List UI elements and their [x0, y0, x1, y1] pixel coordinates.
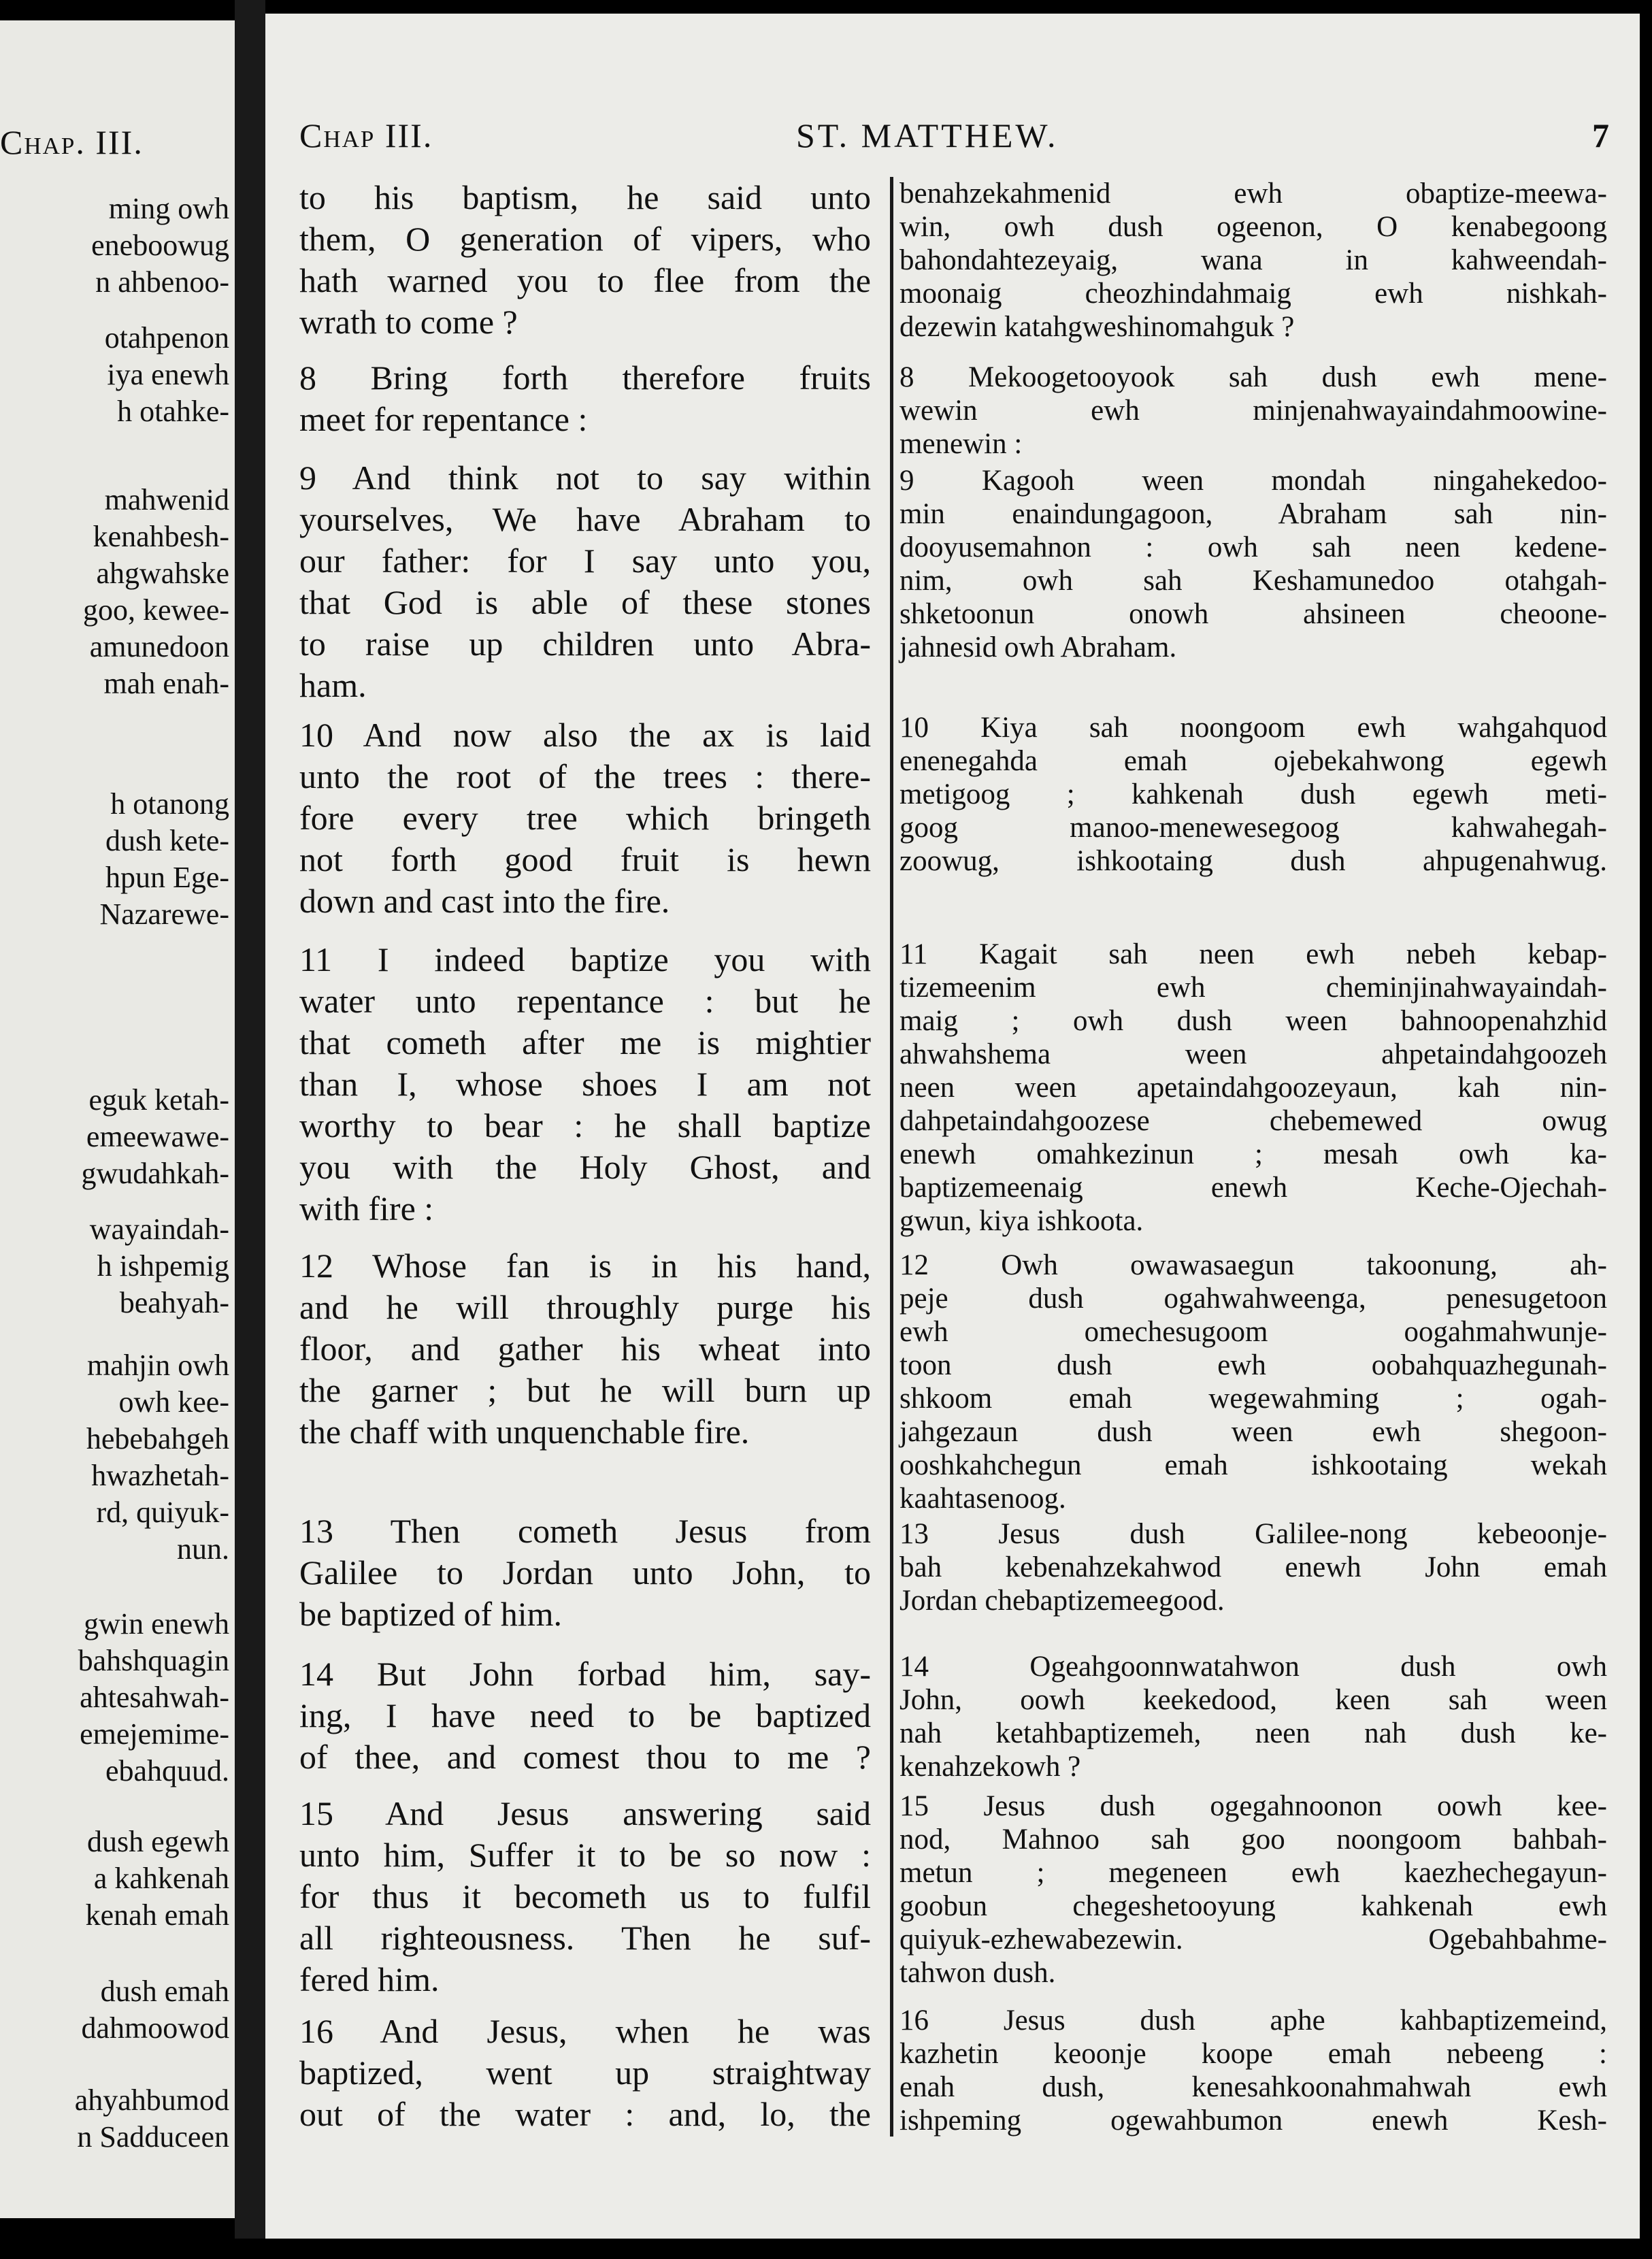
text-line: out of the water : and, lo, the — [299, 2095, 871, 2133]
text-line: goobun chegeshetooyung kahkenah ewh — [899, 1890, 1607, 1922]
text-line: Galilee to Jordan unto John, to — [299, 1553, 871, 1592]
text-line: quiyuk-ezhewabezewin. Ogebahbahme- — [899, 1924, 1607, 1956]
chapter-label: Chap III. — [299, 116, 433, 154]
verse-paragraph — [899, 1650, 1607, 1783]
text-line: fered him. — [299, 1960, 440, 1998]
verse-paragraph — [299, 1653, 871, 1778]
text-line: nah ketahbaptizemeh, neen nah dush ke- — [899, 1717, 1607, 1749]
text-line: down and cast into the fire. — [299, 882, 670, 920]
text-line: ing, I have need to be baptized — [299, 1696, 871, 1734]
text-line: metun ; megeneen ewh kaezhechegayun- — [899, 1857, 1607, 1889]
text-line: peje dush ogahwahweenga, penesugetoon — [899, 1283, 1607, 1315]
text-line: unto him, Suffer it to be so now : — [299, 1836, 871, 1874]
text-line: tahwon dush. — [899, 1957, 1056, 1989]
verse-paragraph — [899, 1517, 1607, 1617]
left-page-line: owh kee- — [118, 1385, 229, 1419]
text-line: 10 Kiya sah noongoom ewh wahgahquod — [899, 712, 1607, 744]
text-line: John, oowh keekedood, keen sah ween — [899, 1684, 1607, 1716]
text-line: 8 Mekoogetooyook sah dush ewh mene- — [899, 361, 1607, 393]
text-line: hath warned you to flee from the — [299, 261, 871, 299]
left-page-header: Chap. III. — [0, 123, 144, 161]
left-page-line: bahshquagin — [78, 1644, 229, 1677]
text-line: nim, owh sah Keshamunedoo otahgah- — [899, 565, 1607, 597]
text-line: neen ween apetaindahgoozeyaun, kah nin- — [899, 1072, 1607, 1104]
text-line: 13 Jesus dush Galilee-nong kebeoonje- — [899, 1518, 1607, 1550]
left-page-line: hebebahgeh — [86, 1422, 229, 1455]
text-line: min enaindungagoon, Abraham sah nin- — [899, 498, 1607, 530]
left-page-line: iya enewh — [107, 358, 229, 391]
left-page-line: mah enah- — [103, 667, 229, 700]
text-line: that cometh after me is mightier — [299, 1023, 871, 1061]
text-line: goog manoo-menewesegoog kahwahegah- — [899, 812, 1607, 844]
text-line: jahgezaun dush ween ewh shegoon- — [899, 1416, 1607, 1448]
text-line: meet for repentance : — [299, 400, 588, 438]
left-page-line: dush kete- — [105, 824, 229, 857]
verse-paragraph — [299, 457, 871, 706]
text-line: that God is able of these stones — [299, 583, 871, 621]
left-page-line: Nazarewe- — [99, 897, 229, 931]
left-page-line: hwazhetah- — [91, 1459, 229, 1492]
page-number: 7 — [1592, 116, 1609, 154]
left-page-line: wayaindah- — [89, 1213, 229, 1246]
text-line: ewh omechesugoom oogahmahwunje- — [899, 1316, 1607, 1348]
left-page-line: dush egewh — [87, 1825, 229, 1858]
text-line: 15 And Jesus answering said — [299, 1794, 871, 1832]
verse-paragraph — [899, 361, 1607, 461]
left-page-line: ahtesahwah- — [80, 1681, 229, 1714]
text-line: yourselves, We have Abraham to — [299, 500, 871, 538]
text-line: benahzekahmenid ewh obaptize-meewa- — [899, 178, 1607, 210]
text-line: 16 Jesus dush aphe kahbaptizemeind, — [899, 2005, 1607, 2037]
text-line: all righteousness. Then he suf- — [299, 1919, 871, 1957]
text-line: gwun, kiya ishkoota. — [899, 1205, 1144, 1237]
text-line: 9 Kagooh ween mondah ningahekedoo- — [899, 465, 1607, 497]
left-page-line: eneboowug — [91, 229, 229, 262]
page-header — [265, 116, 1640, 163]
text-line: worthy to bear : he shall baptize — [299, 1106, 871, 1144]
text-line: win, owh dush ogeenon, O kenabegoong — [899, 211, 1607, 243]
verse-paragraph — [299, 177, 871, 343]
verse-paragraph — [899, 938, 1607, 1238]
left-page-line: h otanong — [110, 787, 229, 821]
text-line: with fire : — [299, 1189, 434, 1227]
text-line: wewin ewh minjenahwayaindahmoowine- — [899, 395, 1607, 427]
verse-paragraph — [299, 714, 871, 922]
verse-paragraph — [899, 177, 1607, 344]
column-divider — [890, 177, 893, 2137]
verse-paragraph — [899, 464, 1607, 664]
text-line: fore every tree which bringeth — [299, 799, 871, 837]
text-line: enenegahda emah ojebekahwong egewh — [899, 745, 1607, 777]
book-gutter — [235, 0, 265, 2259]
text-line: dezewin katahgweshinomahguk ? — [899, 311, 1295, 343]
left-page-line: kenah emah — [85, 1898, 229, 1932]
text-line: toon dush ewh oobahquazhegunah- — [899, 1349, 1607, 1381]
main-page — [265, 14, 1640, 2239]
left-page-line: emejemime- — [80, 1717, 229, 1751]
left-page-line: gwudahkah- — [81, 1157, 229, 1190]
text-line: metigoog ; kahkenah dush egewh meti- — [899, 778, 1607, 810]
text-line: you with the Holy Ghost, and — [299, 1148, 871, 1186]
left-page-line: emeewawe- — [86, 1120, 229, 1153]
left-page-line: dush emah — [100, 1975, 229, 2008]
left-page-line: hpun Ege- — [105, 861, 229, 894]
text-line: ishpeming ogewahbumon enewh Kesh- — [899, 2105, 1607, 2137]
left-page-line: goo, kewee- — [82, 593, 229, 627]
text-line: 12 Whose fan is in his hand, — [299, 1247, 871, 1285]
text-line: 12 Owh owawasaegun takoonung, ah- — [899, 1249, 1607, 1281]
verse-paragraph — [899, 1790, 1607, 1990]
left-page-fragment — [0, 20, 235, 2218]
text-line: 9 And think not to say within — [299, 459, 871, 497]
text-line: bahondahtezeyaig, wana in kahweendah- — [899, 244, 1607, 276]
text-line: ooshkahchegun emah ishkootaing wekah — [899, 1449, 1607, 1481]
left-page-line: mahjin owh — [87, 1349, 229, 1382]
running-title: ST. MATTHEW. — [796, 116, 1059, 154]
text-line: floor, and gather his wheat into — [299, 1330, 871, 1368]
text-line: menewin : — [899, 428, 1023, 460]
text-line: nod, Mahnoo sah goo noongoom bahbah- — [899, 1824, 1607, 1856]
verse-paragraph — [899, 1249, 1607, 1515]
text-line: kenahzekowh ? — [899, 1751, 1081, 1783]
text-line: shkoom emah wegewahming ; ogah- — [899, 1383, 1607, 1415]
text-line: 10 And now also the ax is laid — [299, 716, 871, 754]
text-line: kazhetin keoonje koope emah nebeeng : — [899, 2038, 1607, 2070]
left-page-line: h ishpemig — [97, 1249, 229, 1283]
text-line: zoowug, ishkootaing dush ahpugenahwug. — [899, 845, 1607, 877]
text-line: baptized, went up straightway — [299, 2054, 871, 2092]
text-line: jahnesid owh Abraham. — [899, 631, 1177, 663]
text-line: Jordan chebaptizemeegood. — [899, 1585, 1225, 1617]
text-line: shketoonun onowh ahsineen cheoone- — [899, 598, 1607, 630]
scan-bottom-edge — [0, 2239, 1652, 2259]
verse-paragraph — [299, 1793, 871, 2000]
left-page-line: n Sadduceen — [77, 2120, 229, 2154]
text-line: dooyusemahnon : owh sah neen kedene- — [899, 531, 1607, 563]
left-page-line: kenahbesh- — [93, 520, 229, 553]
text-line: 8 Bring forth therefore fruits — [299, 359, 871, 397]
text-line: 14 But John forbad him, say- — [299, 1655, 871, 1693]
text-line: of thee, and comest thou to me ? — [299, 1738, 871, 1776]
verse-paragraph — [299, 1245, 871, 1453]
left-page-line: gwin enewh — [84, 1607, 229, 1640]
text-line: maig ; owh dush ween bahnoopenahzhid — [899, 1005, 1607, 1037]
text-line: kaahtasenoog. — [899, 1483, 1066, 1515]
text-line: than I, whose shoes I am not — [299, 1065, 871, 1103]
left-page-line: rd, quiyuk- — [96, 1496, 229, 1529]
text-line: be baptized of him. — [299, 1595, 562, 1633]
text-line: moonaig cheozhindahmaig ewh nishkah- — [899, 278, 1607, 310]
left-page-line: beahyah- — [119, 1286, 229, 1319]
text-line: 14 Ogeahgoonnwatahwon dush owh — [899, 1651, 1607, 1683]
text-line: the garner ; but he will burn up — [299, 1371, 871, 1409]
verse-paragraph — [299, 1511, 871, 1635]
text-line: tizemeenim ewh cheminjinahwayaindah- — [899, 972, 1607, 1004]
left-page-line: a kahkenah — [93, 1862, 229, 1895]
text-line: 16 And Jesus, when he was — [299, 2012, 871, 2050]
left-page-line: ahgwahske — [96, 557, 229, 590]
verse-paragraph — [899, 2004, 1607, 2137]
text-line: them, O generation of vipers, who — [299, 220, 871, 258]
text-line: enewh omahkezinun ; mesah owh ka- — [899, 1138, 1607, 1170]
verse-paragraph — [299, 939, 871, 1230]
text-line: enah dush, kenesahkoonahmahwah ewh — [899, 2071, 1607, 2103]
text-line: 11 Kagait sah neen ewh nebeh kebap- — [899, 938, 1607, 970]
text-line: our father: for I say unto you, — [299, 542, 871, 580]
left-page-line: dahmoowod — [81, 2011, 229, 2045]
left-page-line: nun. — [177, 1532, 229, 1566]
left-page-line: h otahke- — [117, 395, 229, 428]
left-page-line: ming owh — [108, 192, 229, 225]
text-line: the chaff with unquenchable fire. — [299, 1413, 750, 1451]
left-page-line: mahwenid — [104, 483, 229, 516]
text-line: and he will throughly purge his — [299, 1288, 871, 1326]
left-page-line: amunedoon — [89, 630, 229, 663]
text-line: 11 I indeed baptize you with — [299, 940, 871, 978]
text-line: ham. — [299, 666, 367, 704]
left-page-line: otahpenon — [104, 321, 229, 354]
text-line: 13 Then cometh Jesus from — [299, 1512, 871, 1550]
text-line: bah kebenahzekahwod enewh John emah — [899, 1551, 1607, 1583]
text-line: baptizemeenaig enewh Keche-Ojechah- — [899, 1172, 1607, 1204]
text-line: unto the root of the trees : there- — [299, 757, 871, 795]
verse-paragraph — [899, 711, 1607, 878]
text-line: 15 Jesus dush ogegahnoonon oowh kee- — [899, 1790, 1607, 1822]
text-line: to his baptism, he said unto — [299, 178, 871, 216]
verse-paragraph — [299, 357, 871, 440]
text-line: dahpetaindahgoozese chebemewed owug — [899, 1105, 1607, 1137]
left-page-line: eguk ketah- — [88, 1083, 229, 1117]
text-line: water unto repentance : but he — [299, 982, 871, 1020]
left-page-line: ebahquud. — [105, 1754, 229, 1787]
left-page-line: ahyahbumod — [74, 2083, 229, 2117]
text-line: not forth good fruit is hewn — [299, 840, 871, 878]
text-line: wrath to come ? — [299, 303, 518, 341]
text-line: ahwahshema ween ahpetaindahgoozeh — [899, 1038, 1607, 1070]
left-page-line: n ahbenoo- — [95, 265, 229, 299]
verse-paragraph — [299, 2011, 871, 2135]
text-line: for thus it becometh us to fulfil — [299, 1877, 871, 1915]
text-line: to raise up children unto Abra- — [299, 625, 871, 663]
